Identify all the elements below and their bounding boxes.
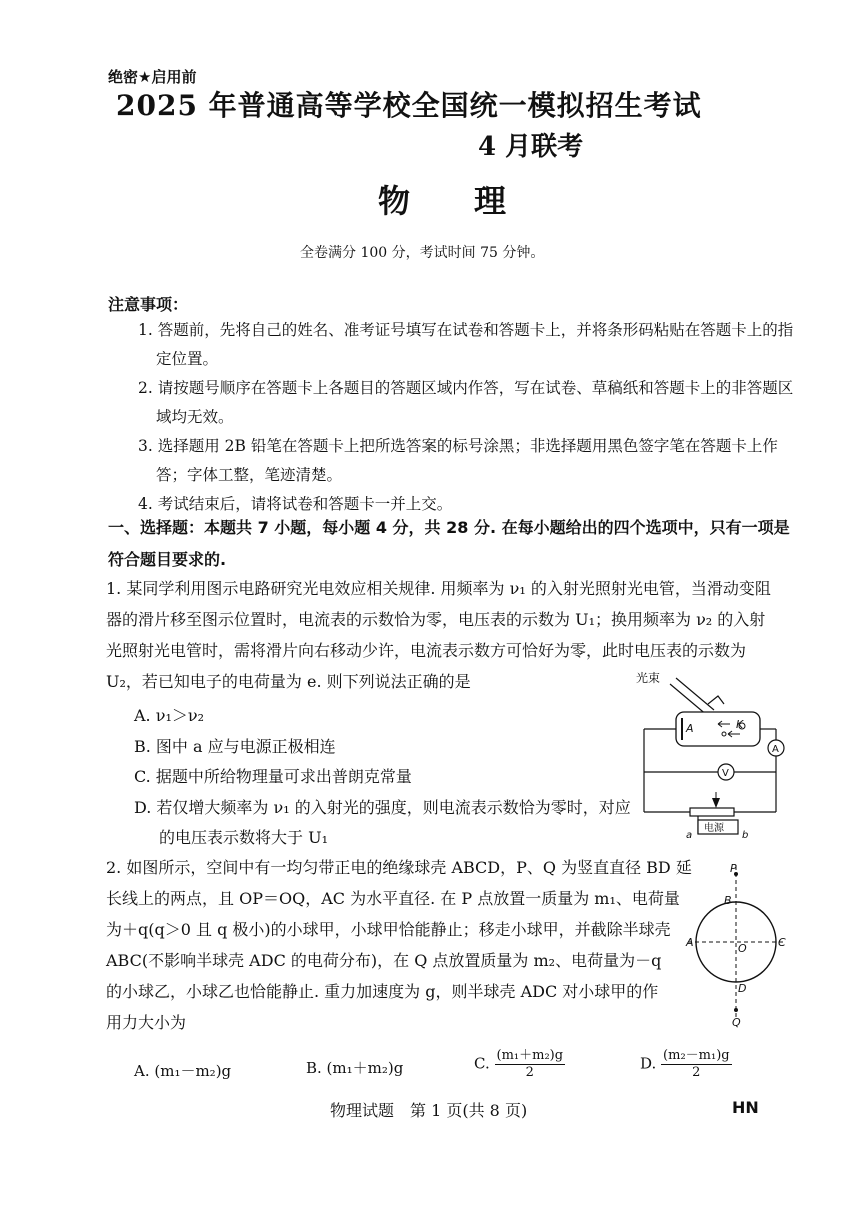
question-2-line: 2. 如图所示，空间中有一均匀带正电的绝缘球壳 ABCD，P、Q 为竖直直径 BD 延 [106,858,692,877]
question-2-option-d [640,1048,732,1081]
region-code: HN [732,1098,759,1117]
ammeter-label: A [772,744,779,755]
charged-sphere-figure [680,860,790,1028]
label-p: P [730,862,737,875]
notice-item: 2. 请按题号顺序在答题卡上各题目的答题区域内作答，写在试卷、草稿纸和答题卡上的非答题区域均无效。 [138,379,794,426]
notice-item: 1. 答题前，先将自己的姓名、准考证号填写在试卷和答题卡上，并将条形码粘贴在答题卡上的指定位置。 [138,321,794,368]
question-2-line: ABC(不影响半球壳 ADC 的电荷分布)，在 Q 点放置质量为 m₂、电荷量为－q [106,951,662,970]
label-o: O [738,942,747,955]
question-1-option-d: D. 若仅增大频率为 ν₁ 的入射光的强度，则电流表示数恰为零时，对应 [134,798,631,817]
voltmeter-label: V [722,768,729,779]
label-b: B [724,894,732,907]
label-a: A [686,936,694,949]
page-footer: 物理试题 第 1 页(共 8 页) [330,1101,528,1120]
cathode-label: K [736,718,744,731]
question-2-option-a: A. (m₁－m₂)g [134,1062,232,1080]
label-c: C [778,936,786,949]
question-1-line: 器的滑片移至图示位置时，电流表的示数恰为零，电压表的示数为 U₁；换用频率为 ν₂ 的入射 [106,610,766,629]
exam-title: 2025 年普通高等学校全国统一模拟招生考试 [116,89,702,122]
anode-label: A [686,722,694,735]
exam-subtitle: 4 月联考 [478,132,584,162]
question-1-line: U₂，若已知电子的电荷量为 e. 则下列说法正确的是 [106,672,471,691]
sphere-shell [696,902,776,982]
fraction-numerator: (m₂－m₁)g [663,1048,730,1063]
question-2-line: 的小球乙，小球乙也恰能静止. 重力加速度为 g，则半球壳 ADC 对小球甲的作 [106,982,659,1001]
terminal-b-label: b [742,830,749,840]
score-time-line: 全卷满分 100 分，考试时间 75 分钟。 [300,245,545,261]
confidential-mark: 绝密★启用前 [108,68,197,86]
fraction-numerator: (m₁＋m₂)g [496,1048,564,1063]
question-1-line: 光照射光电管时，需将滑片向右移动少许，电流表示数方可恰好为零，此时电压表的示数为 [106,641,747,660]
option-c-fraction [495,1048,566,1081]
notice-item: 3. 选择题用 2B 铅笔在答题卡上把所选答案的标号涂黑；非选择题用黑色签字笔在答题卡上作答；字体工整，笔迹清楚。 [138,437,778,484]
point-q [734,1008,738,1012]
power-source-label: 电源 [704,823,724,834]
question-1-option-d-cont: 的电压表示数将大于 U₁ [159,828,328,847]
subject-title: 物 理 [378,182,507,220]
notice-item: 4. 考试结束后，请将试卷和答题卡一并上交。 [138,495,453,513]
question-1-option-c: C. 据题中所给物理量可求出普朗克常量 [134,767,412,786]
question-1-option-b: B. 图中 a 应与电源正极相连 [134,737,336,756]
question-2-stem [106,852,706,1038]
question-2-line: 长线上的两点，且 OP＝OQ，AC 为水平直径. 在 P 点放置一质量为 m₁、电荷量 [106,889,680,908]
question-1-option-a: A. ν₁＞ν₂ [134,706,205,725]
question-2-option-c [474,1048,565,1081]
question-2-line: 为＋q(q＞0 且 q 极小)的小球甲，小球甲恰能静止；移走小球甲，并截除半球壳 [106,920,671,939]
photoelectric-circuit-figure [630,664,790,840]
option-d-fraction [661,1048,732,1081]
option-d-label: D. [640,1054,657,1073]
light-beam-label: 光束 [636,671,661,685]
fraction-denominator: 2 [525,1065,534,1080]
terminal-a-label: a [686,830,693,840]
question-1-line: 1. 某同学利用图示电路研究光电效应相关规律. 用频率为 ν₁ 的入射光照射光电管，当滑动变阻 [106,579,771,598]
notice-heading: 注意事项： [108,295,189,314]
rheostat [690,808,734,816]
fraction-denominator: 2 [692,1065,701,1080]
option-c-label: C. [474,1054,490,1073]
section-heading: 一、选择题：本题共 7 小题，每小题 4 分，共 28 分. 在每小题给出的四个选项中，只有一项是符合题目要求的. [108,518,790,569]
label-q: Q [732,1016,741,1028]
notice-list [138,316,798,519]
question-2-option-b: B. (m₁＋m₂)g [306,1059,404,1077]
question-2-line: 用力大小为 [106,1013,187,1032]
label-d: D [738,982,747,995]
